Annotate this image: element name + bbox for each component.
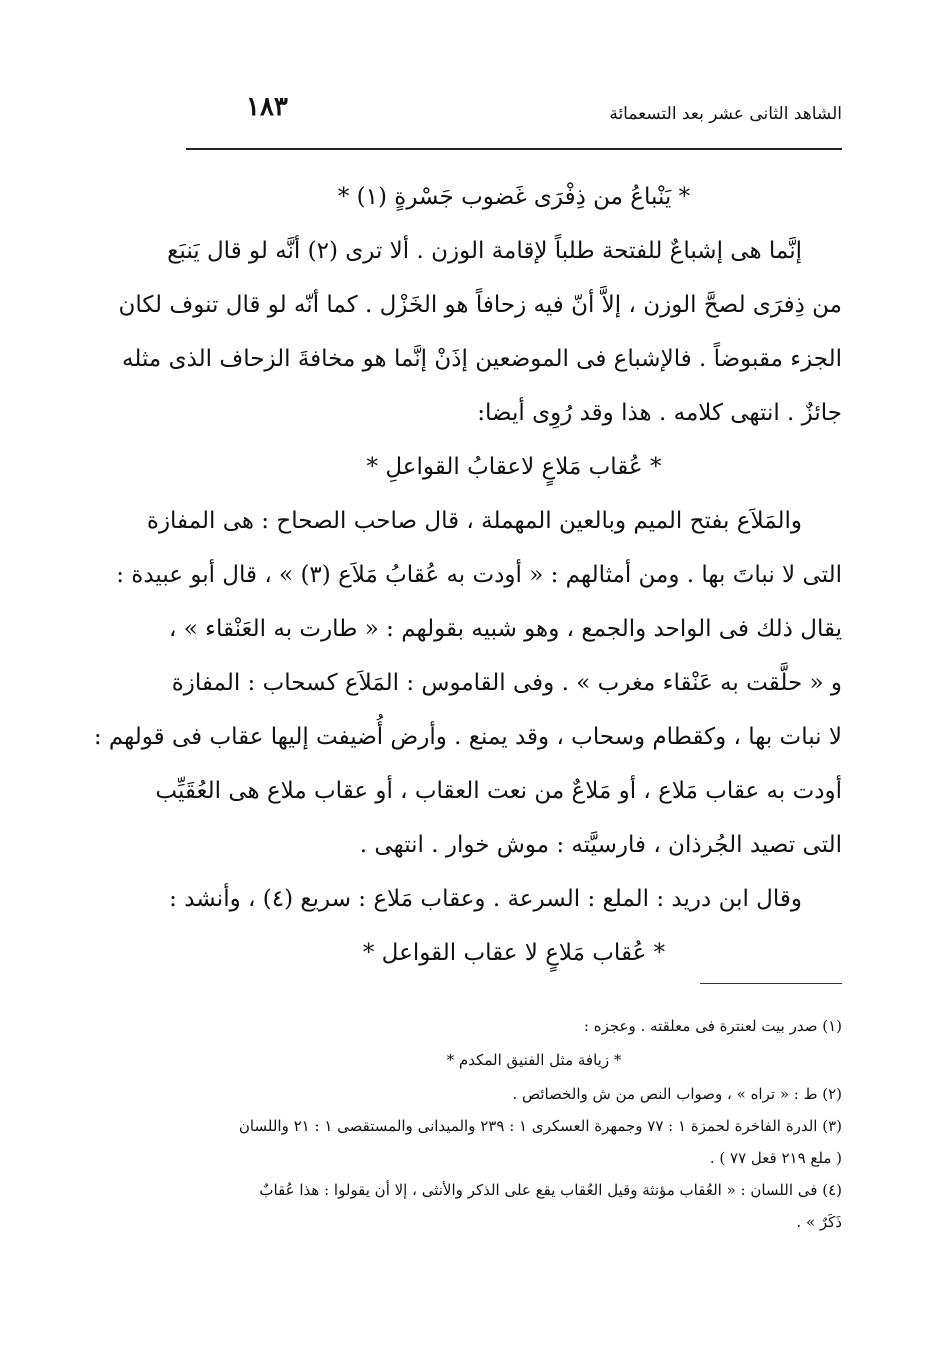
footnote-1-verse: * زيافة مثل الفنيق المكدم * [446, 1051, 622, 1069]
text-line: إنَّما هى إشباعٌ للفتحة طلباً لإقامة الوزن . ألا ترى (٢) أنَّه لو قال يَنبَع [167, 238, 802, 264]
page-header [186, 92, 842, 132]
text-line: من ذِفرَى لصحَّ الوزن ، إلاَّ أنّ فيه زحافاً هو الخَزْل . كما أنّه لو قال تنوف لكان [118, 292, 842, 318]
text-line: وقال ابن دريد : الملع : السرعة . وعقاب مَلاع : سريع (٤) ، وأنشد : [169, 886, 802, 912]
text-line: أودت به عقاب مَلاع ، أو مَلاعٌ من نعت العقاب ، أو عقاب ملاع هى العُقَيِّب [155, 778, 842, 804]
verse-line: * يَنْباعُ من ذِفْرَى غَضوب جَسْرةٍ (١) * [337, 184, 691, 210]
footnote-4: (٤) فى اللسان : « العُقاب مؤنثة وقيل العُقاب يقع على الذكر والأنثى ، إلا أن يقولوا : هذا عُقابٌ [259, 1181, 842, 1199]
footnote-3-continued: ( ملع ٢١٩ قعل ٧٧ ) . [709, 1149, 842, 1167]
text-line: التى تصيد الجُرذان ، فارسيَّته : موش خوار . انتهى . [359, 832, 842, 858]
text-line: لا نبات بها ، وكقطام وسحاب ، وقد يمنع . وأرض أُضيفت إليها عقاب فى قولهم : [93, 724, 842, 750]
text-line: جائزٌ . انتهى كلامه . هذا وقد رُوِى أيضا: [477, 400, 842, 426]
running-title: الشاهد الثانى عشر بعد التسعمائة [609, 104, 842, 124]
verse-line: * عُقاب مَلاعٍ لاعقابُ القواعلِ * [366, 454, 662, 480]
footnote-2: (٢) ط : « تراه » ، وصواب النص من ش والخصائص . [512, 1085, 842, 1103]
footnotes [186, 1010, 842, 1238]
text-line: و « حلَّقت به عَنْقاء مغرب » . وفى القاموس : المَلاَع كسحاب : المفازة [171, 670, 842, 696]
text-line: والمَلاَع بفتح الميم وبالعين المهملة ، قال صاحب الصحاح : هى المفازة [146, 508, 802, 534]
text-line: التى لا نباتَ بها . ومن أمثالهم : « أودت به عُقابُ مَلاَع (٣) » ، قال أبو عبيدة : [116, 562, 842, 588]
main-text [93, 170, 842, 980]
footnote-1: (١) صدر بيت لعنترة فى معلقته . وعجزه : [583, 1017, 842, 1035]
verse-line: * عُقاب مَلاعٍ لا عقاب القواعل * [362, 940, 666, 966]
footnote-3: (٣) الدرة الفاخرة لحمزة ١ : ٧٧ وجمهرة العسكرى ١ : ٢٣٩ والميدانى والمستقصى ١ : ٢١ واللسان [238, 1117, 842, 1135]
header-rule [186, 148, 842, 150]
footnote-4-continued: ذَكَرٌ » . [796, 1213, 842, 1231]
text-line: الجزء مقبوضاً . فالإشباع فى الموضعين إذَنْ إنَّما هو مخافةَ الزحاف الذى مثله [122, 346, 842, 372]
footnote-rule [700, 983, 842, 984]
page-number: ١٨٣ [246, 92, 288, 122]
text-line: يقال ذلك فى الواحد والجمع ، وهو شبيه بقولهم : « طارت به العَنْقاء » ، [169, 616, 842, 642]
